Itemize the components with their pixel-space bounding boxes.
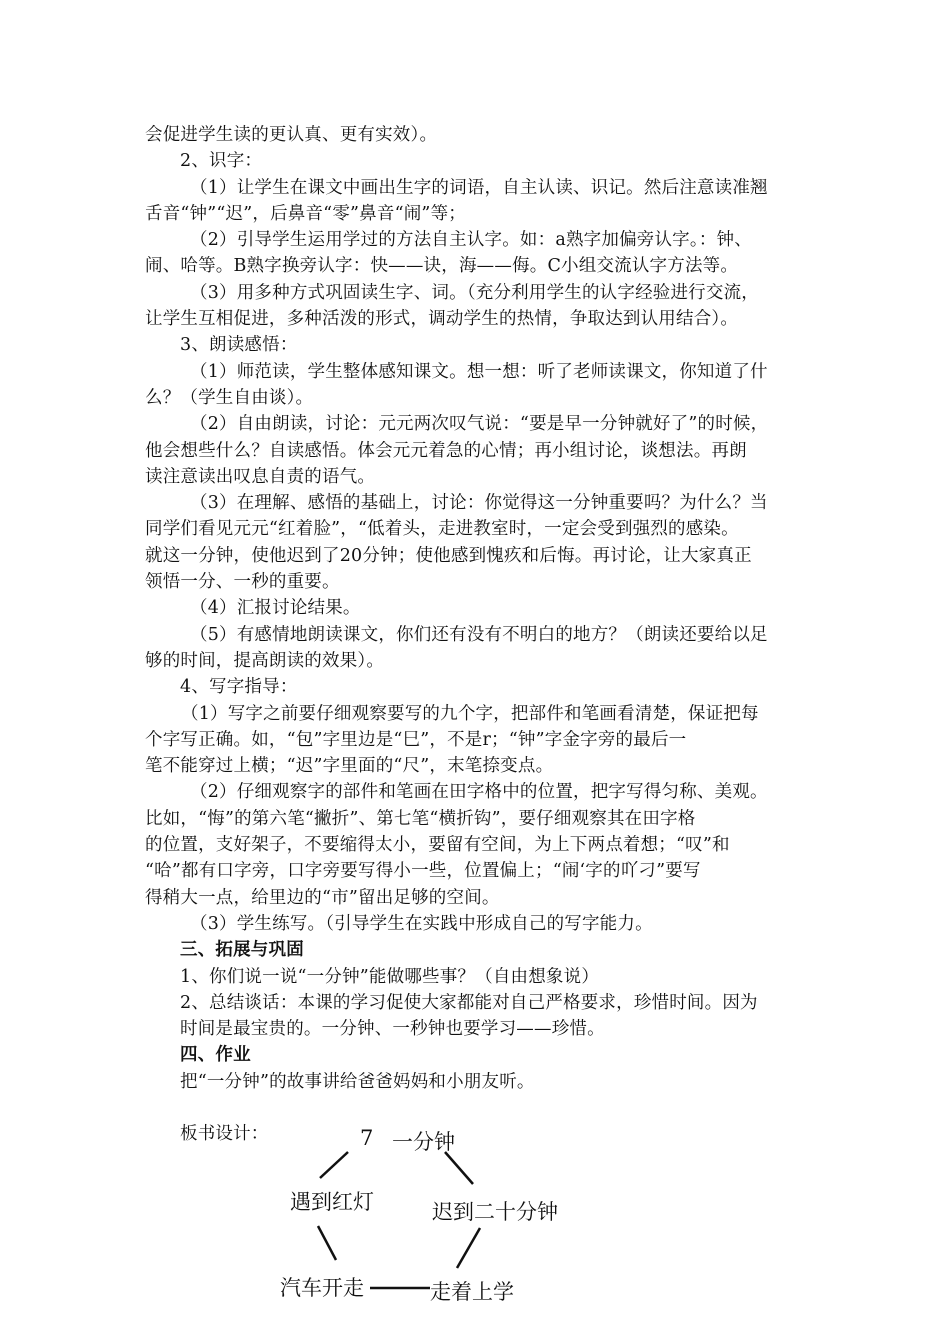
board-lesson-number: 7 <box>360 1126 374 1150</box>
document-body <box>145 122 810 1147</box>
paragraph-line: 就这一分钟，使他迟到了20分钟；使他感到愧疚和后悔。再讨论，让大家真正 <box>145 545 752 566</box>
paragraph-line: 么？（学生自由谈）。 <box>145 387 314 408</box>
paragraph-line: （3）学生练写。（引导学生在实践中形成自己的写字能力。 <box>190 913 653 934</box>
paragraph-line: 2、总结谈话：本课的学习促使大家都能对自己严格要求，珍惜时间。因为 <box>180 992 758 1013</box>
paragraph-line: 时间是最宝贵的。一分钟、一秒钟也要学习——珍惜。 <box>180 1019 605 1040</box>
paragraph-line: （1）写字之前要仔细观察要写的九个字，把部件和笔画看清楚，保证把每 <box>181 703 759 724</box>
section-heading: 四、作业 <box>180 1045 251 1066</box>
paragraph-line: 笔不能穿过上横；“迟”字里面的“尺”，末笔捺变点。 <box>145 756 554 777</box>
paragraph-line: 领悟一分、一秒的重要。 <box>145 572 340 593</box>
paragraph-line: “哈”都有口字旁，口字旁要写得小一些，位置偏上；“闹‘字的吖刁”要写 <box>145 861 701 882</box>
section-heading: 3、朗读感悟： <box>180 335 298 356</box>
board-node-bottom-left: 汽车开走 <box>280 1276 364 1300</box>
paragraph-line: 1、你们说一说“一分钟”能做哪些事？（自由想象说） <box>180 966 600 987</box>
paragraph-line: 够的时间，提高朗读的效果）。 <box>145 650 385 671</box>
paragraph-line: （1）师范读，学生整体感知课文。想一想：听了老师读课文，你知道了什 <box>190 361 768 382</box>
section-heading: 4、写字指导： <box>180 677 298 698</box>
paragraph-line: 读注意读出叹息自责的语气。 <box>145 466 376 487</box>
board-node-left: 遇到红灯 <box>290 1190 374 1214</box>
board-design-diagram <box>280 1120 580 1320</box>
paragraph-line: 同学们看见元元“红着脸”，“低着头，走进教室时，一定会受到强烈的感染。 <box>145 519 739 540</box>
paragraph-line: （2）引导学生运用学过的方法自主认字。如：a熟字加偏旁认字。：钟、 <box>190 230 752 251</box>
paragraph-line: 把“一分钟”的故事讲给爸爸妈妈和小朋友听。 <box>180 1071 535 1092</box>
paragraph-line: （1）让学生在课文中画出生字的词语，自主认读、识记。然后注意读准翘 <box>190 177 768 198</box>
paragraph-line: 比如，“悔”的第六笔“撇折”、第七笔“横折钩”，要仔细观察其在田字格 <box>145 808 696 829</box>
paragraph-line: 的位置，支好架子，不要缩得太小，要留有空间，为上下两点着想；“叹”和 <box>145 835 730 856</box>
paragraph-line: （5）有感情地朗读课文，你们还有没有不明白的地方？（朗读还要给以足 <box>190 624 768 645</box>
paragraph-line: 闹、哈等。B熟字换旁认字：快——诀，海——侮。C小组交流认字方法等。 <box>145 256 739 277</box>
paragraph-line: 舌音“钟”“迟”，后鼻音“零”鼻音“闹”等； <box>145 203 466 224</box>
connector-top-right <box>445 1152 473 1184</box>
connector-top-left <box>320 1152 348 1178</box>
connector-left <box>318 1226 336 1260</box>
paragraph-line: 让学生互相促进，多种活泼的形式，调动学生的热情，争取达到认用结合）。 <box>145 309 739 330</box>
section-heading: 三、拓展与巩固 <box>180 940 304 961</box>
paragraph-line: 会促进学生读的更认真、更有实效）。 <box>145 125 438 145</box>
paragraph-line: （4）汇报讨论结果。 <box>190 598 361 619</box>
board-design-heading: 板书设计： <box>180 1123 269 1144</box>
connector-right <box>457 1228 480 1268</box>
paragraph-line: 他会想些什么？自读感悟。体会元元着急的心情；再小组讨论，谈想法。再朗 <box>145 440 747 461</box>
paragraph-line: （2）自由朗读，讨论：元元两次叹气说：“要是早一分钟就好了”的时候， <box>190 414 769 435</box>
board-node-right: 迟到二十分钟 <box>432 1200 558 1224</box>
board-title: 一分钟 <box>392 1130 455 1154</box>
paragraph-line: （3）用多种方式巩固读生字、词。（充分利用学生的认字经验进行交流， <box>190 282 759 303</box>
paragraph-line: 得稍大一点，给里边的“市”留出足够的空间。 <box>145 887 500 908</box>
paragraph-line: （2）仔细观察字的部件和笔画在田字格中的位置，把字写得匀称、美观。 <box>190 782 768 803</box>
paragraph-line: （3）在理解、感悟的基础上，讨论：你觉得这一分钟重要吗？为什么？当 <box>190 493 768 514</box>
board-node-bottom-right: 走着上学 <box>430 1280 514 1304</box>
paragraph-line: 个字写正确。如，“包”字里边是“巳”，不是r；“钟”字金字旁的最后一 <box>145 729 687 750</box>
section-heading: 2、识字： <box>180 151 263 172</box>
